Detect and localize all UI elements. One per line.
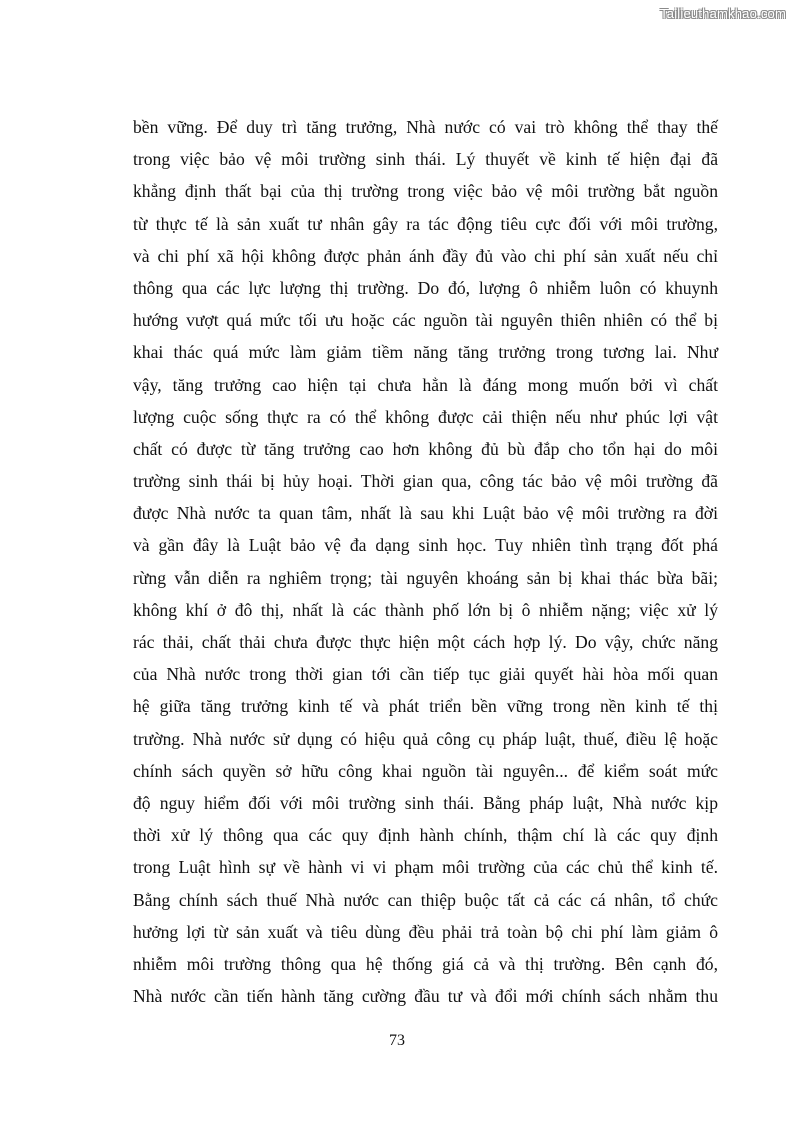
text-line: Bằng chính sách thuế Nhà nước can thiệp buộc tất cả các cá nhân, tổ chức [133,889,718,910]
text-line: hệ giữa tăng trưởng kinh tế và phát triển bền vững trong nền kinh tế thị [133,696,718,717]
text-line: vậy, tăng trưởng cao hiện tại chưa hẳn là đáng mong muốn bởi vì chất [133,374,718,395]
text-line: của Nhà nước trong thời gian tới cần tiếp tục giải quyết hài hòa mối quan [133,664,718,685]
text-line: chính sách quyền sở hữu công khai nguồn tài nguyên... để kiểm soát mức [133,760,718,781]
text-line: độ nguy hiểm đối với môi trường sinh thái. Bằng pháp luật, Nhà nước kịp [133,792,718,813]
text-line: lượng cuộc sống thực ra có thể không được cải thiện nếu như phúc lợi vật [133,406,718,427]
text-line: nhiễm môi trường thông qua hệ thống giá cả và thị trường. Bên cạnh đó, [133,953,718,974]
text-line: khẳng định thất bại của thị trường trong việc bảo vệ môi trường bắt nguồn [133,181,718,202]
text-line: không khí ở đô thị, nhất là các thành phố lớn bị ô nhiễm nặng; việc xử lý [133,599,718,620]
text-line: bền vững. Để duy trì tăng trưởng, Nhà nước có vai trò không thể thay thế [133,117,718,137]
text-line: Nhà nước cần tiến hành tăng cường đầu tư và đổi mới chính sách nhằm thu [133,986,718,1007]
text-line: trong Luật hình sự về hành vi vi phạm môi trường của các chủ thể kinh tế. [133,857,718,878]
text-line: từ thực tế là sản xuất tư nhân gây ra tác động tiêu cực đối với môi trường, [133,213,718,234]
text-line: được Nhà nước ta quan tâm, nhất là sau khi Luật bảo vệ môi trường ra đời [133,503,718,524]
text-line: hưởng lợi từ sản xuất và tiêu dùng đều phải trả toàn bộ chi phí làm giảm ô [133,921,718,942]
text-line: và chi phí xã hội không được phản ánh đầy đủ vào chi phí sản xuất nếu chỉ [133,245,718,266]
text-line: chất có được từ tăng trưởng cao hơn không đủ bù đắp cho tổn hại do môi [133,438,718,459]
text-line: khai thác quá mức làm giảm tiềm năng tăng trưởng trong tương lai. Như [133,342,718,363]
page-number: 73 [389,1032,405,1049]
text-line: trường sinh thái bị hủy hoại. Thời gian qua, công tác bảo vệ môi trường đã [133,471,718,492]
text-line: và gần đây là Luật bảo vệ đa dạng sinh học. Tuy nhiên tình trạng đốt phá [133,535,718,556]
text-line: hướng vượt quá mức tối ưu hoặc các nguồn tài nguyên thiên nhiên có thể bị [133,310,718,331]
text-line: thông qua các lực lượng thị trường. Do đó, lượng ô nhiễm luôn có khuynh [133,277,718,298]
watermark: Tailieuthamkhao.com [660,6,786,21]
body-text [133,111,718,1012]
text-line: thời xử lý thông qua các quy định hành chính, thậm chí là các quy định [133,825,718,846]
text-line: trường. Nhà nước sử dụng có hiệu quả công cụ pháp luật, thuế, điều lệ hoặc [133,728,718,749]
text-line: trong việc bảo vệ môi trường sinh thái. Lý thuyết về kinh tế hiện đại đã [133,149,718,170]
text-line: rác thải, chất thải chưa được thực hiện một cách hợp lý. Do vậy, chức năng [133,632,718,652]
text-line: rừng vẫn diễn ra nghiêm trọng; tài nguyên khoáng sản bị khai thác bừa bãi; [133,567,718,588]
